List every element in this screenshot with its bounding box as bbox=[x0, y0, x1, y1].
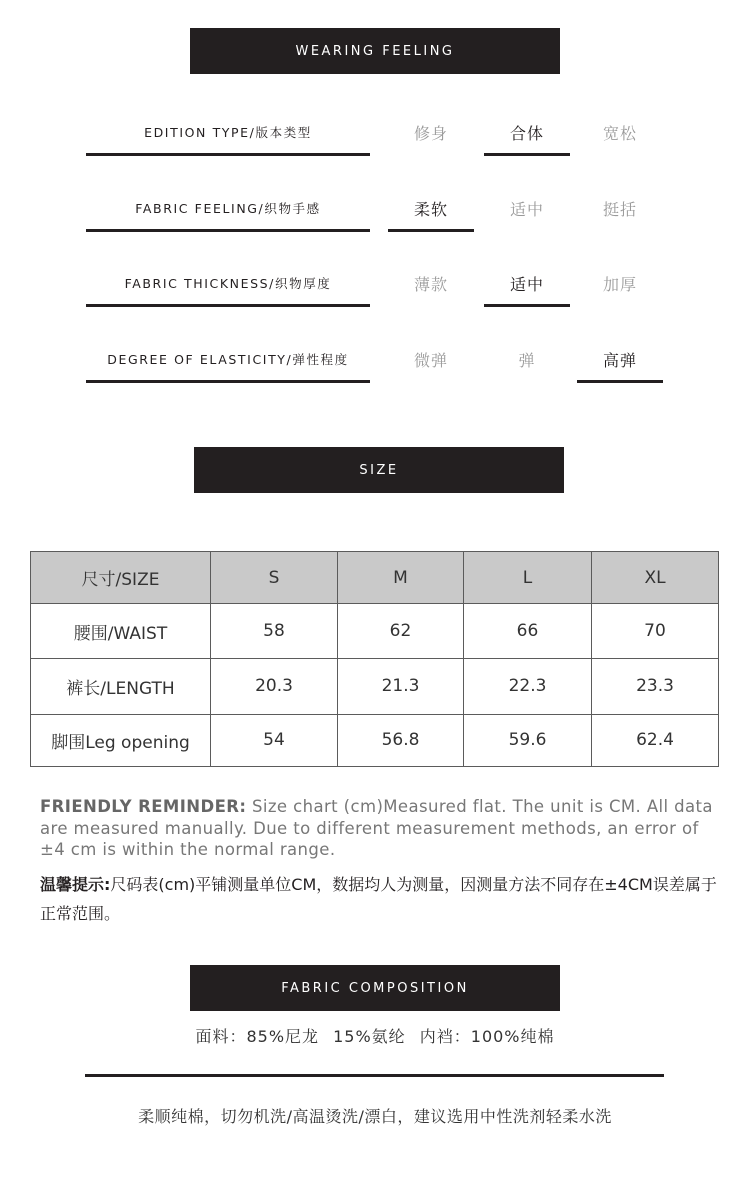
elasticity-option-2: 弹 bbox=[518, 350, 536, 370]
edition-type-option-1: 修身 bbox=[413, 123, 448, 143]
header-l: L bbox=[464, 552, 592, 604]
elasticity-option-1: 微弹 bbox=[413, 350, 448, 370]
size-table bbox=[30, 551, 719, 767]
fabric-composition-title: FABRIC COMPOSITION bbox=[281, 980, 469, 996]
edition-type-option-3: 宽松 bbox=[602, 123, 637, 143]
fabric-thickness-option-3: 加厚 bbox=[602, 274, 637, 294]
edition-type-label: EDITION TYPE/版本类型 bbox=[86, 111, 370, 156]
friendly-reminder-cn bbox=[40, 870, 720, 928]
table-row bbox=[31, 659, 719, 714]
elasticity-label: DEGREE OF ELASTICITY/弹性程度 bbox=[86, 338, 370, 383]
header-s: S bbox=[211, 552, 338, 604]
row-label-length: 裤长/LENGTH bbox=[31, 659, 211, 714]
fabric-thickness-option-1: 薄款 bbox=[413, 274, 448, 294]
edition-type-row bbox=[0, 111, 750, 161]
size-banner bbox=[194, 447, 564, 493]
table-row bbox=[31, 714, 719, 766]
fabric-feeling-option-2: 适中 bbox=[509, 199, 544, 219]
table-row bbox=[31, 604, 719, 659]
friendly-reminder-en bbox=[40, 796, 720, 861]
fabric-composition-banner bbox=[190, 965, 560, 1011]
fabric-composition-text: 面料：85%尼龙 15%氨纶 内裆：100%纯棉 bbox=[195, 1027, 555, 1046]
header-m: M bbox=[338, 552, 464, 604]
elasticity-row bbox=[0, 338, 750, 388]
fabric-thickness-label: FABRIC THICKNESS/织物厚度 bbox=[86, 262, 370, 307]
row-label-waist: 腰围/WAIST bbox=[31, 604, 211, 659]
table-cell: 23.3 bbox=[592, 659, 719, 714]
reminder-cn-title: 温馨提示: bbox=[40, 875, 111, 894]
table-cell: 56.8 bbox=[338, 714, 464, 766]
table-cell: 54 bbox=[211, 714, 338, 766]
header-xl: XL bbox=[592, 552, 719, 604]
fabric-feeling-row bbox=[0, 187, 750, 237]
table-cell: 66 bbox=[464, 604, 592, 659]
table-cell: 22.3 bbox=[464, 659, 592, 714]
table-cell: 21.3 bbox=[338, 659, 464, 714]
table-cell: 62 bbox=[338, 604, 464, 659]
friendly-reminder-text: Size chart (cm)Measured flat. The unit is CM. All data are measured manually. Due to different measurement methods, an error of ±4 cm is within the normal range. bbox=[40, 797, 713, 859]
table-cell: 62.4 bbox=[592, 714, 719, 766]
divider bbox=[85, 1074, 664, 1077]
wearing-feeling-banner bbox=[190, 28, 560, 74]
fabric-feeling-label: FABRIC FEELING/织物手感 bbox=[86, 187, 370, 232]
size-table-header-row bbox=[31, 552, 719, 604]
wearing-feeling-title: WEARING FEELING bbox=[295, 43, 455, 59]
care-instructions: 柔顺纯棉，切勿机洗/高温烫洗/漂白，建议选用中性洗剂轻柔水洗 bbox=[138, 1107, 612, 1126]
table-cell: 59.6 bbox=[464, 714, 592, 766]
fabric-feeling-option-1-selected: 柔软 bbox=[388, 187, 474, 232]
fabric-thickness-row bbox=[0, 262, 750, 312]
table-cell: 58 bbox=[211, 604, 338, 659]
edition-type-option-2-selected: 合体 bbox=[484, 111, 570, 156]
size-title: SIZE bbox=[359, 462, 399, 478]
friendly-reminder-title: FRIENDLY REMINDER: bbox=[40, 797, 247, 816]
elasticity-option-3-selected: 高弹 bbox=[577, 338, 663, 383]
table-cell: 20.3 bbox=[211, 659, 338, 714]
reminder-cn-text: 尺码表(cm)平铺测量单位CM，数据均人为测量，因测量方法不同存在±4CM误差属于正常范围。 bbox=[40, 875, 717, 923]
fabric-feeling-option-3: 挺括 bbox=[602, 199, 637, 219]
header-size: 尺寸/SIZE bbox=[31, 552, 211, 604]
fabric-thickness-option-2-selected: 适中 bbox=[484, 262, 570, 307]
row-label-leg-opening: 脚围Leg opening bbox=[31, 714, 211, 766]
table-cell: 70 bbox=[592, 604, 719, 659]
